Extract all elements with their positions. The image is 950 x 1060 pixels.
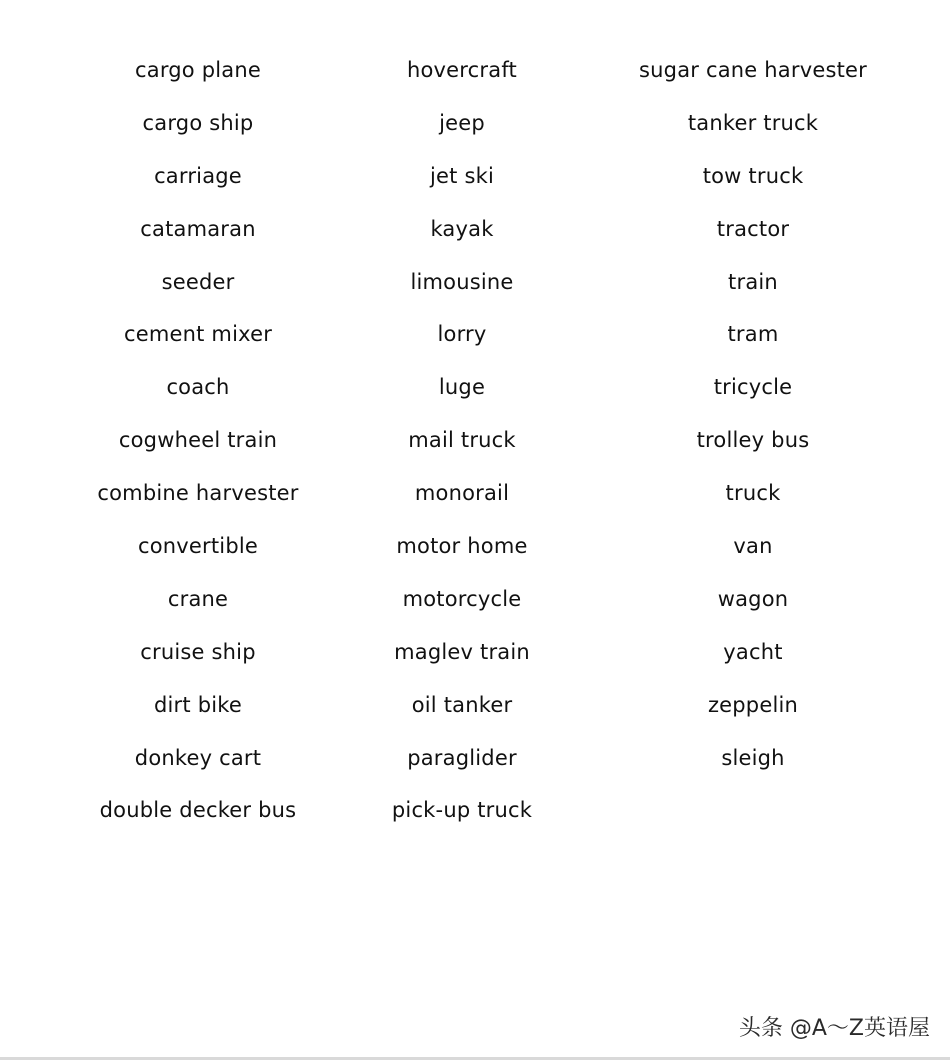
word-item: hovercraft — [407, 58, 517, 82]
word-item: crane — [167, 586, 229, 611]
word-item: jeep — [439, 110, 485, 135]
word-item: tractor — [716, 216, 790, 241]
word-column-3 — [603, 50, 903, 790]
word-item: maglev train — [394, 639, 530, 664]
word-item: limousine — [410, 269, 514, 294]
word-item: tow truck — [702, 163, 804, 188]
word-item: paraglider — [407, 745, 517, 770]
word-item: truck — [725, 481, 781, 506]
word-item: zeppelin — [707, 692, 799, 717]
word-item: carriage — [154, 163, 242, 188]
word-item: oil tanker — [411, 692, 513, 717]
word-item: trolley bus — [696, 428, 810, 453]
word-item: tanker truck — [687, 110, 819, 135]
word-item: cogwheel train — [118, 428, 278, 453]
word-item: van — [733, 534, 773, 559]
word-item: tricycle — [713, 375, 793, 400]
word-item: sugar cane harvester — [639, 58, 867, 82]
word-item: motorcycle — [402, 586, 522, 611]
word-item: wagon — [717, 586, 789, 611]
word-item: monorail — [414, 481, 510, 506]
word-item: mail truck — [408, 428, 516, 453]
word-item: pick-up truck — [391, 798, 533, 823]
word-item: luge — [438, 375, 486, 400]
word-item: combine harvester — [97, 481, 299, 506]
word-item: yacht — [723, 639, 783, 664]
word-item: lorry — [437, 322, 487, 347]
word-item: seeder — [161, 269, 235, 294]
watermark: 头条 @A～Z英语屋 — [738, 1016, 930, 1041]
word-item: motor home — [396, 534, 528, 559]
word-column-2 — [312, 50, 612, 843]
word-item: jet ski — [429, 163, 494, 188]
word-item: coach — [166, 375, 230, 400]
word-column-1 — [48, 50, 348, 843]
word-item: dirt bike — [153, 692, 242, 717]
word-item: catamaran — [140, 216, 256, 241]
word-item: cargo ship — [142, 110, 254, 135]
word-item: cement mixer — [123, 322, 273, 347]
word-item: train — [728, 269, 778, 294]
word-item: kayak — [430, 216, 494, 241]
word-item: double decker bus — [99, 798, 297, 823]
word-item: cruise ship — [140, 639, 256, 664]
word-item: convertible — [137, 534, 259, 559]
word-item: cargo plane — [135, 58, 261, 82]
word-item: donkey cart — [134, 745, 262, 770]
word-item: tram — [727, 322, 779, 347]
word-item: sleigh — [721, 745, 785, 770]
